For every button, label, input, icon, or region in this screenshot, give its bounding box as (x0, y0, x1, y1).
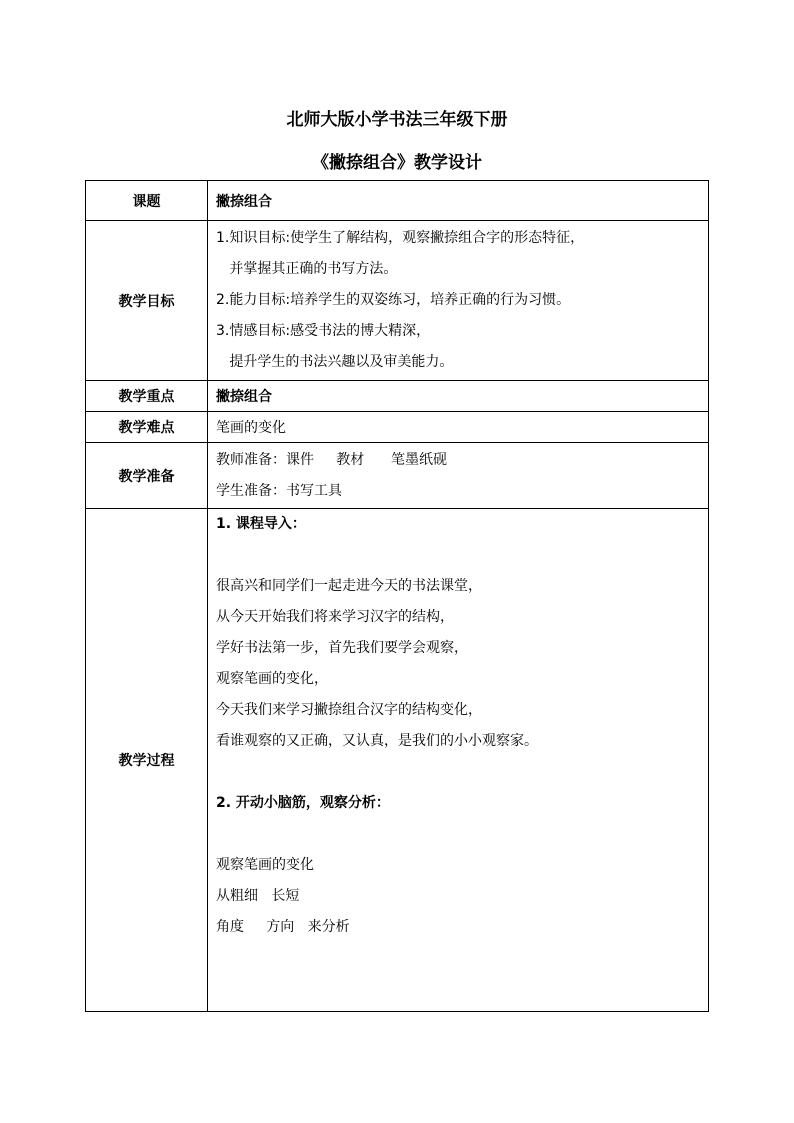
goal-line: 2.能力目标:培养学生的双姿练习，培养正确的行为习惯。 (216, 292, 571, 308)
process-line: 看谁观察的又正确，又认真，是我们的小小观察家。 (216, 733, 538, 749)
process-line: 从今天开始我们将来学习汉字的结构， (216, 609, 454, 625)
process-line: 观察笔画的变化 (216, 857, 314, 873)
goals-cell (208, 221, 709, 381)
process-label: 教学过程 (86, 509, 208, 1012)
goals-label: 教学目标 (86, 221, 208, 381)
row-topic (86, 181, 709, 221)
goal-line: 并掌握其正确的书写方法。 (216, 261, 398, 277)
document-subtitle: 《撇捺组合》教学设计 (312, 153, 482, 173)
key-value: 撇捺组合 (208, 381, 709, 412)
process-cell (208, 509, 709, 1012)
process-line: 角度 方向 来分析 (216, 919, 350, 935)
goal-line: 提升学生的书法兴趣以及审美能力。 (216, 354, 454, 370)
row-difficulty (86, 412, 709, 443)
prep-cell (208, 443, 709, 509)
goal-line: 3.情感目标:感受书法的博大精深， (216, 323, 431, 339)
process-line: 观察笔画的变化， (216, 671, 328, 687)
process-line: 很高兴和同学们一起走进今天的书法课堂， (216, 578, 482, 594)
lesson-plan-table (85, 180, 709, 1012)
topic-value: 撇捺组合 (208, 181, 709, 221)
row-process (86, 509, 709, 1012)
document-title: 北师大版小学书法三年级下册 (286, 110, 508, 130)
process-line: 今天我们来学习撇捺组合汉字的结构变化， (216, 702, 482, 718)
process-line: 学好书法第一步，首先我们要学会观察， (216, 640, 468, 656)
difficulty-value: 笔画的变化 (208, 412, 709, 443)
goal-line: 1.知识目标:使学生了解结构，观察撇捺组合字的形态特征， (216, 230, 585, 246)
topic-label: 课题 (86, 181, 208, 221)
key-label: 教学重点 (86, 381, 208, 412)
row-goals (86, 221, 709, 381)
row-preparation (86, 443, 709, 509)
prep-line: 教师准备：课件 教材 笔墨纸砚 (216, 451, 447, 468)
process-line: 从粗细 长短 (216, 888, 300, 904)
section2-heading: 2. 开动小脑筋，观察分析： (216, 795, 390, 811)
difficulty-label: 教学难点 (86, 412, 208, 443)
section1-heading: 1. 课程导入： (216, 516, 306, 532)
prep-label: 教学准备 (86, 443, 208, 509)
prep-line: 学生准备：书写工具 (216, 482, 342, 499)
row-key-point (86, 381, 709, 412)
